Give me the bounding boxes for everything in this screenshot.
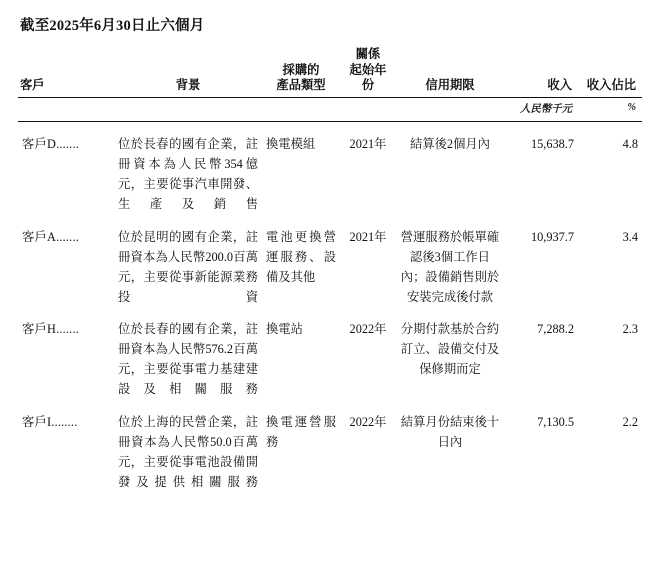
cell-revenue-share: 2.2 <box>622 415 638 430</box>
cell-relationship-year: 2021年 <box>349 229 387 244</box>
unit-credit <box>396 98 504 121</box>
col-header-customer: 客戶 <box>20 78 45 93</box>
cell-revenue: 10,937.7 <box>530 229 574 244</box>
cell-revenue-share: 3.4 <box>622 229 638 244</box>
cell-revenue-share: 4.8 <box>622 137 638 152</box>
unit-share: % <box>627 102 636 114</box>
cell-customer: 客戶H....... <box>22 322 79 337</box>
col-header-credit-term: 信用期限 <box>425 78 475 93</box>
col-header-background: 背景 <box>175 78 201 93</box>
cell-credit-term: 結算後2個月內 <box>410 137 490 152</box>
cell-relationship-year: 2022年 <box>349 322 387 337</box>
unit-year <box>340 98 396 121</box>
cell-product-type: 換電模組 <box>266 137 316 152</box>
cell-relationship-year: 2021年 <box>349 137 387 152</box>
unit-revenue: 人民幣千元 <box>520 104 572 116</box>
cell-background: 位於昆明的國有企業，註冊資本為人民幣200.0百萬元，主要從事新能源業務投資 <box>118 229 258 304</box>
table-body <box>18 122 642 493</box>
cell-customer: 客戶D....... <box>22 137 79 152</box>
cell-customer: 客戶A....... <box>22 229 79 244</box>
cell-relationship-year: 2022年 <box>349 415 387 430</box>
cell-product-type: 換電運營服務 <box>266 415 336 449</box>
cell-credit-term: 分期付款基於合約訂立、設備交付及保修期而定 <box>400 322 500 377</box>
customer-table <box>18 47 642 493</box>
unit-customer <box>18 98 114 121</box>
page-title: 截至2025年6月30日止六個月 <box>20 18 205 34</box>
table-row <box>18 400 642 493</box>
cell-customer: 客戶I........ <box>22 415 78 430</box>
cell-background: 位於長春的國有企業，註冊資本為人民幣354億元，主要從事汽車開發、生產及銷售 <box>118 137 258 211</box>
table-header-row <box>18 47 642 97</box>
table-header <box>18 47 642 122</box>
cell-background: 位於長春的國有企業，註冊資本為人民幣576.2百萬元，主要從事電力基建建設及相關服務 <box>118 322 258 397</box>
col-header-product-type: 採購的 產品類型 <box>276 62 326 93</box>
cell-credit-term: 結算月份結束後十日內 <box>400 415 500 449</box>
cell-revenue: 7,130.5 <box>537 415 574 430</box>
table-row <box>18 215 642 308</box>
cell-credit-term: 營運服務於帳單確認後3個工作日內；設備銷售則於安裝完成後付款 <box>400 229 500 304</box>
cell-revenue: 7,288.2 <box>537 322 574 337</box>
col-header-revenue: 收入 <box>547 78 572 93</box>
cell-revenue: 15,638.7 <box>530 137 574 152</box>
cell-revenue-share: 2.3 <box>622 322 638 337</box>
unit-background <box>114 98 262 121</box>
cell-product-type: 電池更換營運服務、設備及其他 <box>266 229 336 284</box>
table-row <box>18 307 642 400</box>
table-unit-row <box>18 98 642 121</box>
col-header-relationship-year: 關係 起始年份 <box>349 47 387 93</box>
table-row <box>18 122 642 215</box>
col-header-revenue-share: 收入佔比 <box>586 78 636 93</box>
cell-product-type: 換電站 <box>266 322 303 337</box>
unit-product <box>262 98 340 121</box>
cell-background: 位於上海的民營企業，註冊資本為人民幣50.0百萬元，主要從事電池設備開發及提供相關服務 <box>118 415 258 489</box>
